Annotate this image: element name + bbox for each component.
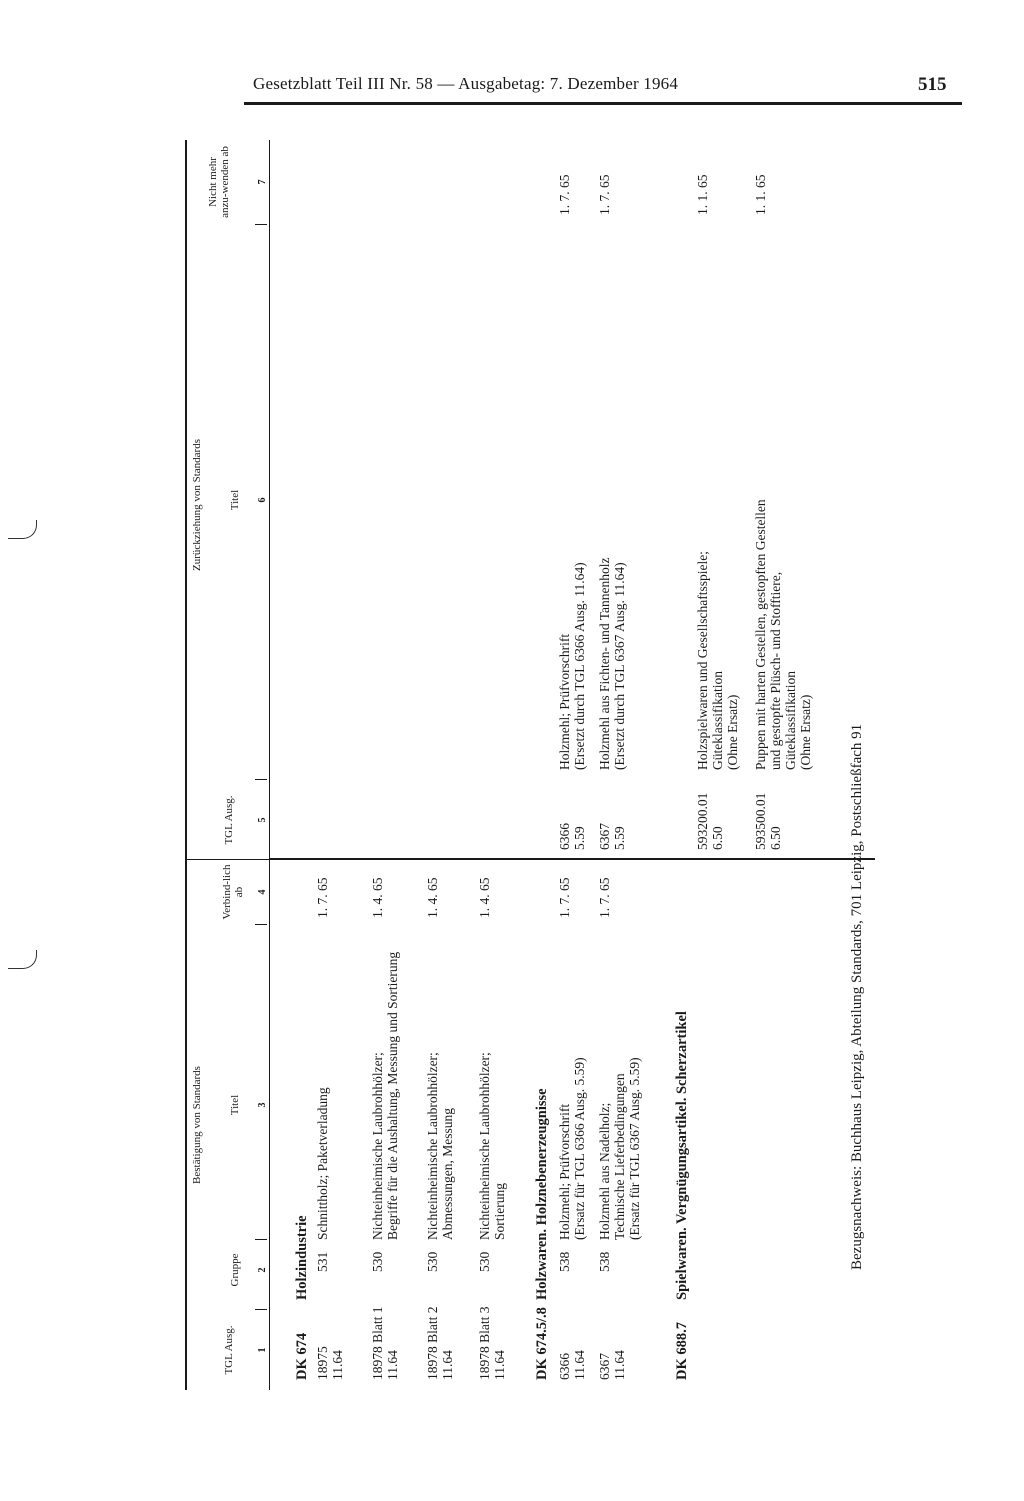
cell-titel-withdrawn: Güteklassifikation [783, 671, 798, 770]
cell-titel: Abmessungen, Messung [440, 1108, 455, 1240]
cell-titel-withdrawn: Puppen mit harten Gestellen, gestopften Gestellen [753, 499, 768, 770]
standards-table [185, 140, 875, 1390]
section-dk-code: DK 688.7 [674, 1322, 690, 1380]
table-top-rule [185, 140, 187, 1390]
cell-titel-withdrawn: (Ersetzt durch TGL 6367 Ausg. 11.64) [612, 562, 627, 770]
cell-gruppe: 531 [315, 1251, 330, 1272]
cell-titel: (Ersatz für TGL 6366 Ausg. 5.59) [572, 1057, 587, 1240]
section-dk-code: DK 674 [294, 1332, 310, 1380]
cell-titel-withdrawn: (Ohne Ersatz) [725, 694, 740, 770]
group-title-withdrawal: Zurückziehung von Standards [191, 439, 203, 571]
section-heading: Spielwaren. Vergnügungsartikel. Scherzartikel [674, 1011, 690, 1300]
col-tick [255, 924, 267, 925]
header-title: Gesetzblatt Teil III Nr. 58 — Ausgabetag: 7. Dezember 1964 [253, 74, 679, 93]
section-dk-code: DK 674.5/.8 [534, 1307, 550, 1380]
cell-ausg-withdrawn: 6.50 [710, 826, 725, 850]
col-number: 2 [257, 1267, 268, 1273]
cell-nicht-mehr: 1. 1. 65 [695, 174, 710, 215]
cell-ausg: 11.64 [385, 1350, 400, 1380]
cell-ausg: 11.64 [330, 1350, 345, 1380]
margin-mark [8, 520, 37, 539]
cell-verbindlich: 1. 7. 65 [315, 877, 330, 918]
col-header-tgl-withdrawn: TGL Ausg. [223, 795, 235, 845]
cell-tgl: 18978 Blatt 3 [477, 1306, 492, 1380]
col-tick [255, 224, 267, 225]
col-header-nicht-mehr: Nicht mehr anzu-wenden ab [207, 146, 231, 218]
cell-gruppe: 530 [370, 1251, 385, 1272]
cell-titel-withdrawn: Güteklassifikation [710, 671, 725, 770]
col-header-titel: Titel [229, 1094, 241, 1116]
margin-mark [8, 950, 37, 969]
cell-tgl: 18978 Blatt 2 [425, 1306, 440, 1380]
col-number: 1 [257, 1347, 268, 1353]
cell-gruppe: 538 [597, 1251, 612, 1272]
cell-verbindlich: 1. 4. 65 [425, 877, 440, 918]
cell-tgl-withdrawn: 6366 [557, 823, 572, 850]
cell-nicht-mehr: 1. 7. 65 [557, 174, 572, 215]
cell-verbindlich: 1. 7. 65 [597, 877, 612, 918]
header-rule [244, 102, 962, 105]
group-title-confirmation: Bestätigung von Standards [191, 1066, 203, 1184]
cell-verbindlich: 1. 4. 65 [370, 877, 385, 918]
cell-gruppe: 538 [557, 1251, 572, 1272]
cell-tgl: 6367 [597, 1353, 612, 1380]
cell-tgl-withdrawn: 593200.01 [695, 792, 710, 850]
cell-verbindlich: 1. 7. 65 [557, 877, 572, 918]
cell-titel-withdrawn: (Ohne Ersatz) [798, 694, 813, 770]
cell-nicht-mehr: 1. 1. 65 [753, 174, 768, 215]
col-number: 5 [257, 817, 268, 823]
cell-titel-withdrawn: Holzmehl aus Fichten- und Tannenholz [597, 557, 612, 770]
cell-titel-withdrawn: Holzmehl; Prüfvorschrift [557, 633, 572, 770]
cell-tgl-withdrawn: 6367 [597, 823, 612, 850]
cell-tgl: 6366 [557, 1353, 572, 1380]
cell-ausg-withdrawn: 5.59 [612, 826, 627, 850]
col-header-titel-withdrawn: Titel [229, 489, 241, 511]
cell-ausg: 11.64 [440, 1350, 455, 1380]
group-divider [269, 858, 875, 860]
cell-tgl-withdrawn: 593500.01 [753, 792, 768, 850]
cell-titel: Holzmehl aus Nadelholz; [597, 1102, 612, 1240]
col-header-gruppe: Gruppe [229, 1253, 241, 1287]
cell-titel: Holzmehl; Prüfvorschrift [557, 1103, 572, 1240]
section-heading: Holzindustrie [294, 1215, 310, 1300]
cell-verbindlich: 1. 4. 65 [477, 877, 492, 918]
cell-ausg-withdrawn: 6.50 [768, 826, 783, 850]
col-number: 3 [257, 1102, 268, 1108]
cell-titel: Technische Lieferbedingungen [612, 1073, 627, 1240]
page-number: 515 [918, 74, 947, 95]
col-number: 4 [257, 889, 268, 895]
cell-ausg-withdrawn: 5.59 [572, 826, 587, 850]
col-number: 7 [257, 179, 268, 185]
col-tick [255, 1309, 267, 1310]
cell-titel: Sortierung [492, 1183, 507, 1240]
col-tick [255, 779, 267, 780]
cell-ausg: 11.64 [492, 1350, 507, 1380]
col-number: 6 [257, 497, 268, 503]
cell-titel: Nichteinheimische Laubrohhölzer; [370, 1052, 385, 1240]
cell-titel-withdrawn: (Ersetzt durch TGL 6366 Ausg. 11.64) [572, 562, 587, 770]
col-header-tgl: TGL Ausg. [223, 1325, 235, 1375]
col-tick [255, 1239, 267, 1240]
cell-titel: Schnittholz; Paketverladung [315, 1087, 330, 1240]
cell-tgl: 18975 [315, 1346, 330, 1380]
cell-ausg: 11.64 [612, 1350, 627, 1380]
cell-gruppe: 530 [425, 1251, 440, 1272]
cell-titel-withdrawn: und gestopfte Plüsch- und Stofftiere, [768, 571, 783, 770]
cell-titel-withdrawn: Holzspielwaren und Gesellschaftsspiele; [695, 551, 710, 770]
cell-titel: Nichteinheimische Laubrohhölzer; [477, 1052, 492, 1240]
cell-titel: Begriffe für die Aushaltung, Messung und Sortierung [385, 951, 400, 1240]
cell-titel: Nichteinheimische Laubrohhölzer; [425, 1052, 440, 1240]
cell-gruppe: 530 [477, 1251, 492, 1272]
section-heading: Holzwaren. Holznebenerzeugnisse [534, 1088, 550, 1300]
col-header-verbindlich: Verbind-lich ab [221, 864, 245, 920]
footer-note: Bezugsnachweis: Buchhaus Leipzig, Abteilung Standards, 701 Leipzig, Postschließfach 91 [849, 723, 865, 1270]
cell-tgl: 18978 Blatt 1 [370, 1306, 385, 1380]
cell-titel: (Ersatz für TGL 6367 Ausg. 5.59) [627, 1057, 642, 1240]
cell-nicht-mehr: 1. 7. 65 [597, 174, 612, 215]
cell-ausg: 11.64 [572, 1350, 587, 1380]
